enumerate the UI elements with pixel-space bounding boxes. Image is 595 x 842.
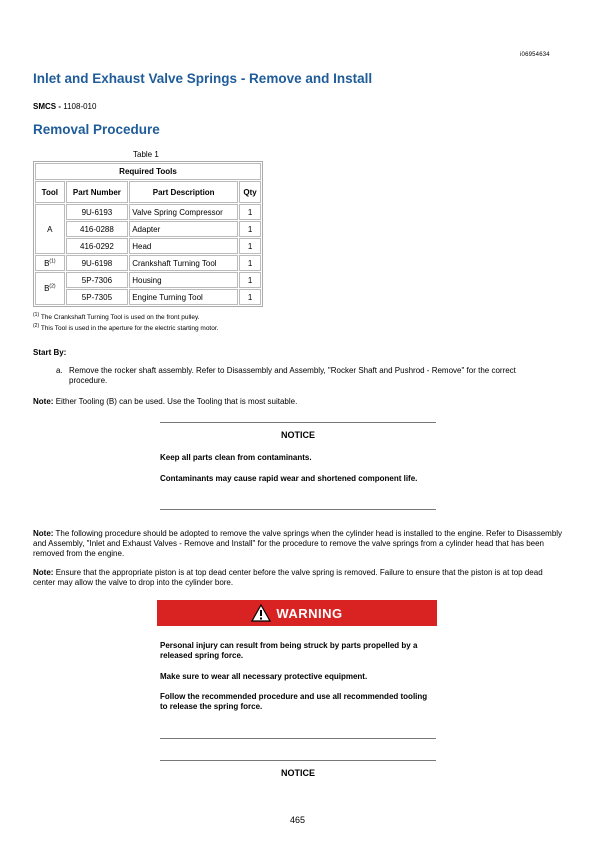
tool-letter: B (44, 258, 50, 268)
warning-banner (157, 600, 437, 626)
warning-text: Personal injury can result from being struck by parts propelled by a released spring force. (160, 641, 418, 660)
page-title: Inlet and Exhaust Valve Springs - Remove and Install (33, 71, 373, 86)
tool-cell (35, 272, 65, 305)
description-cell: Valve Spring Compressor (129, 204, 238, 220)
step-text: Remove the rocker shaft assembly. Refer to Disassembly and Assembly, "Rocker Shaft and Pushrod - Remove" for the correct procedure. (69, 366, 516, 385)
warning-label: WARNING (276, 605, 343, 621)
qty-cell: 1 (239, 221, 261, 237)
tool-letter: B (44, 284, 50, 293)
notice-text: Keep all parts clean from contaminants. (160, 453, 312, 462)
note-label: Note: (33, 568, 54, 577)
note (33, 397, 563, 407)
qty-cell: 1 (239, 289, 261, 305)
part-number-cell: 5P-7306 (66, 272, 129, 288)
part-number-cell: 416-0288 (66, 221, 129, 237)
description-cell: Engine Turning Tool (129, 289, 238, 305)
footnote-ref: (2) (49, 283, 56, 290)
footnote-ref: (1) (49, 257, 56, 264)
description-cell: Crankshaft Turning Tool (129, 255, 238, 271)
qty-cell: 1 (239, 255, 261, 271)
column-header: Part Number (66, 181, 129, 203)
footnote (33, 311, 200, 321)
note-text: Either Tooling (B) can be used. Use the Tooling that is most suitable. (55, 397, 298, 406)
page-number: 465 (289, 815, 306, 825)
table-row (35, 272, 261, 288)
description-cell: Head (129, 238, 238, 254)
warning-text: Make sure to wear all necessary protective equipment. (160, 672, 368, 681)
note (33, 529, 563, 559)
table-row (35, 204, 261, 220)
table-header: Required Tools (35, 163, 261, 180)
document-id: i06954634 (520, 52, 550, 58)
smcs-code: 1108-010 (63, 102, 97, 111)
footnote-text: The Crankshaft Turning Tool is used on the front pulley. (40, 314, 200, 321)
notice-text: Contaminants may cause rapid wear and shortened component life. (160, 474, 418, 483)
table-row (35, 255, 261, 271)
table-row (35, 238, 261, 254)
qty-cell: 1 (239, 204, 261, 220)
step-a (56, 366, 546, 386)
divider (160, 509, 436, 510)
notice-title: NOTICE (280, 768, 315, 778)
tool-cell (35, 255, 65, 271)
qty-cell: 1 (239, 272, 261, 288)
qty-cell: 1 (239, 238, 261, 254)
footnote-text: This Tool is used in the aperture for the electric starting motor. (40, 325, 219, 332)
warning-text: Follow the recommended procedure and use all recommended tooling to release the spring force. (160, 692, 428, 711)
divider (160, 760, 436, 761)
column-header: Qty (239, 181, 261, 203)
warning-triangle-icon (251, 604, 271, 622)
column-header: Part Description (129, 181, 238, 203)
part-number-cell: 416-0292 (66, 238, 129, 254)
required-tools-table (33, 161, 263, 307)
description-cell: Housing (129, 272, 238, 288)
tool-cell: A (35, 204, 65, 254)
part-number-cell: 5P-7305 (66, 289, 129, 305)
smcs-label: SMCS - (33, 102, 61, 111)
divider (160, 422, 436, 423)
smcs-line (33, 102, 96, 111)
description-cell: Adapter (129, 221, 238, 237)
note-label: Note: (33, 529, 54, 538)
notice-title: NOTICE (280, 430, 315, 440)
divider (160, 738, 436, 739)
note-text: Ensure that the appropriate piston is at top dead center before the valve spring is removed. Failure to ensure that the piston is at top dead center may allow the valve to drop into the cylinder bore. (33, 568, 543, 587)
start-by-heading: Start By: (33, 348, 67, 357)
footnote-mark: (1) (33, 311, 40, 318)
table-caption: Table 1 (133, 150, 159, 159)
note-text: The following procedure should be adopted to remove the valve springs when the cylinder head is installed to the engine. Refer to Disassembly and Assembly, "Inlet and Exhaust Valves - Remove and Install" for the procedure to remove the valve springs from a cylinder head that has been removed from the engine. (33, 529, 563, 558)
table-row (35, 289, 261, 305)
table-row (35, 221, 261, 237)
part-number-cell: 9U-6198 (66, 255, 129, 271)
note-label: Note: (33, 397, 54, 406)
footnote (33, 322, 219, 332)
note (33, 568, 563, 588)
footnote-mark: (2) (33, 322, 40, 329)
step-marker: a. (56, 366, 63, 375)
part-number-cell: 9U-6193 (66, 204, 129, 220)
column-header: Tool (35, 181, 65, 203)
section-heading: Removal Procedure (33, 122, 160, 137)
